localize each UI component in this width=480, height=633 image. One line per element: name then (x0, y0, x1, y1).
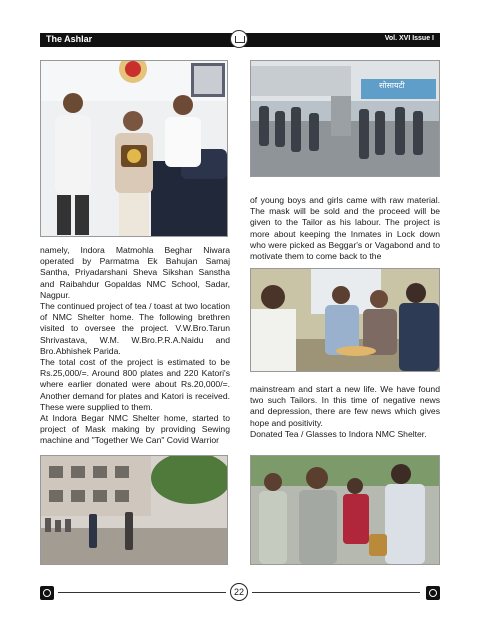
paragraph: of young boys and girls came with raw material. The mask will be sold and the proceed will be given to the Tailor as his labour. The project is more about keeping the Inmates in Lock down who were picked as Beggar's or Vagabond and to motivate them to come back to the (250, 195, 440, 262)
paragraph: The continued project of tea / toast at two location of NMC Shelter home. The following brethren visited to oversee the project. V.W.Bro.Tarun Shrivastava, W.M. W.Bro.P.R.A.Naidu and Bro.Abhishek Parida. (40, 301, 230, 356)
photo-shelter-gathering (250, 60, 440, 177)
magazine-title: The Ashlar (46, 34, 93, 44)
paragraph: namely, Indora Matmohla Beghar Niwara operated by Parmatma Ek Bahujan Samaj Santha, Priyadarshani Sheva Sikshan Sanstha and Raibahdur Gopaldas NMC School, Sadar, Nagpur. (40, 245, 230, 300)
paragraph: At Indora Begar NMC Shelter home, started to project of Mask making by providing Sewing machine and "Together We Can" Covid Warrior (40, 413, 230, 446)
issue-label: Vol. XVI Issue I (384, 35, 434, 42)
building-sign-text: सोसायटी (379, 81, 405, 90)
masonic-emblem-icon (426, 586, 440, 600)
page-number: 22 (230, 583, 248, 601)
footer-divider (252, 592, 420, 593)
left-column-text (40, 245, 230, 447)
right-column-bottom-text (250, 384, 440, 440)
footer-divider (58, 592, 226, 593)
photo-serving-tea (250, 455, 440, 565)
photo-tea-distribution (250, 268, 440, 372)
paragraph: The total cost of the project is estimated to be Rs.25,000/=. Around 800 plates and 220 Katori's where earlier donated were about Rs.20,000/=. Another demand for plates and Katori is received. These were supplied to them. (40, 357, 230, 412)
masonic-emblem-icon (230, 30, 248, 48)
masonic-emblem-icon (40, 586, 54, 600)
photo-shelter-courtyard (40, 455, 228, 565)
right-column-top-text (250, 195, 440, 262)
paragraph: Donated Tea / Glasses to Indora NMC Shelter. (250, 428, 427, 439)
paragraph: mainstream and start a new life. We have found two such Tailors. In this time of negative news and depression, there are few news which gives hope and positivity. (250, 384, 440, 428)
photo-award-presentation (40, 60, 228, 237)
